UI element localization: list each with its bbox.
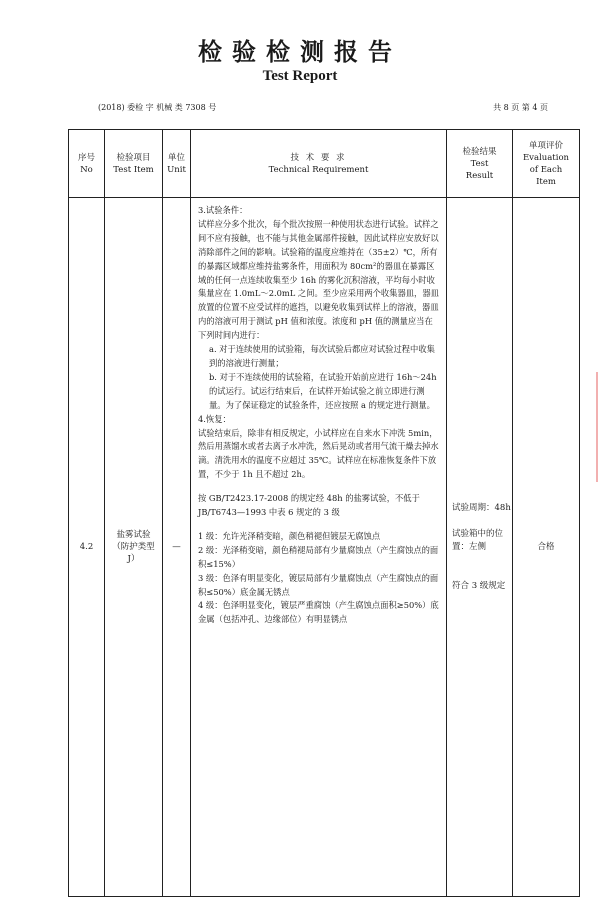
header-item-en: Test Item xyxy=(113,164,154,175)
req-heading-conditions: 3.试验条件： xyxy=(198,205,248,215)
header-item xyxy=(105,130,163,198)
header-item-cn: 检验项目 xyxy=(116,152,151,163)
header-no-en: No xyxy=(80,164,93,175)
req-recovery-text: 试验结束后，除非有相反规定，小试样应在自来水下冲洗 5min，然后用蒸馏水或者去离子水冲洗，然后晃动或者用气流干燥去掉水滴。清洗用水的温度不应超过 35℃。试样应在标准恢复条件下放置，不少于 1h 且不超过 2h。 xyxy=(198,427,439,480)
report-reference: (2018) 委检 字 机械 类 7308 号 xyxy=(98,103,217,112)
req-item-a: a. 对于连续使用的试验箱，每次试验后都应对试验过程中收集到的溶液进行测量； xyxy=(209,344,435,368)
result-grade: 符合 3 级规定 xyxy=(452,580,506,591)
header-unit-en: Unit xyxy=(167,164,186,175)
header-result-en1: Test xyxy=(470,158,489,169)
req-heading-recovery: 4.恢复： xyxy=(198,413,231,424)
test-table xyxy=(68,129,580,897)
header-evaluation xyxy=(513,130,580,198)
cell-item: 盐雾试验（防护类型 J） xyxy=(105,198,163,897)
page-info: 共 8 页 第 4 页 xyxy=(493,103,548,112)
cell-unit: — xyxy=(163,198,191,897)
header-no xyxy=(69,130,105,198)
header-eval-en2: of Each xyxy=(529,164,563,175)
report-title-en: Test Report xyxy=(262,68,338,84)
result-period: 试验周期：48h xyxy=(452,502,511,513)
req-grade-3: 3 级：色泽有明显变化，镀层局部有少量腐蚀点（产生腐蚀点的面积≤50%）底金属无锈点 xyxy=(198,572,439,597)
header-req-cn: 技 术 要 求 xyxy=(290,152,347,163)
result-position: 试验箱中的位置：左侧 xyxy=(452,528,504,552)
header-result xyxy=(447,130,513,198)
req-grade-2: 2 级：光泽稍变暗，颜色稍褪局部有少量腐蚀点（产生腐蚀点的面积≤15%） xyxy=(198,544,439,569)
req-item-b: b. 对于不连续使用的试验箱，在试验开始前应进行 16h～24h 的试运行。试运行结束后，在试样开始试验之前立即进行测量。为了保证稳定的试验条件，还应按照 a 的规定进行测量。 xyxy=(209,371,437,410)
req-grade-1: 1 级：允许光泽稍变暗，颜色稍褪但镀层无腐蚀点 xyxy=(198,530,381,541)
cell-no: 4.2 xyxy=(69,198,105,897)
header-result-en2: Result xyxy=(465,170,494,181)
cell-requirement xyxy=(191,198,447,897)
header-req-en: Technical Requirement xyxy=(268,164,369,175)
header-eval-cn: 单项评价 xyxy=(528,140,563,151)
header-unit-cn: 单位 xyxy=(167,152,185,163)
report-title-cn: 检验检测报告 xyxy=(198,37,402,66)
req-conditions-text: 试样应分多个批次，每个批次按照一种使用状态进行试验。试样之间不应有接触，也不能与其他金属部件接触，因此试样应安放好以消除部件之间的影响。试验箱的温度应维持在（35±2）℃，所有的暴露区域都应维持盐雾条件，用面积为 80cm²的器皿在暴露区域的任何一点连续收集至少 16h 的雾化沉积溶液，平均每小时收集量应在 1.0mL～2.0mL 之间。至少应采用两个收集器皿，器皿放置的位置不应受试样的遮挡，以避免收集到试样上的溶液，器皿内的溶液可用于测试 pH 值和浓度。浓度和 pH 值的测量应当在下列时间内进行： xyxy=(198,218,439,341)
header-result-cn: 检验结果 xyxy=(462,146,497,157)
header-requirement xyxy=(191,130,447,198)
header-unit xyxy=(163,130,191,198)
margin-mark xyxy=(596,372,598,482)
cell-result xyxy=(447,198,513,897)
header-no-cn: 序号 xyxy=(77,152,95,163)
header-eval-en3: Item xyxy=(536,176,556,187)
table-row xyxy=(69,198,580,897)
req-standard: 按 GB/T2423.17-2008 的规定经 48h 的盐雾试验，不低于 JB/T6743—1993 中表 6 规定的 3 级 xyxy=(198,493,420,518)
req-grade-4: 4 级：色泽明显变化，镀层严重腐蚀（产生腐蚀点面积≥50%）底金属（包括冲孔、边缘部位）有明显锈点 xyxy=(198,600,439,625)
table-header-row xyxy=(69,130,580,198)
header-eval-en1: Evaluation xyxy=(522,152,570,163)
cell-evaluation: 合格 xyxy=(513,198,580,897)
